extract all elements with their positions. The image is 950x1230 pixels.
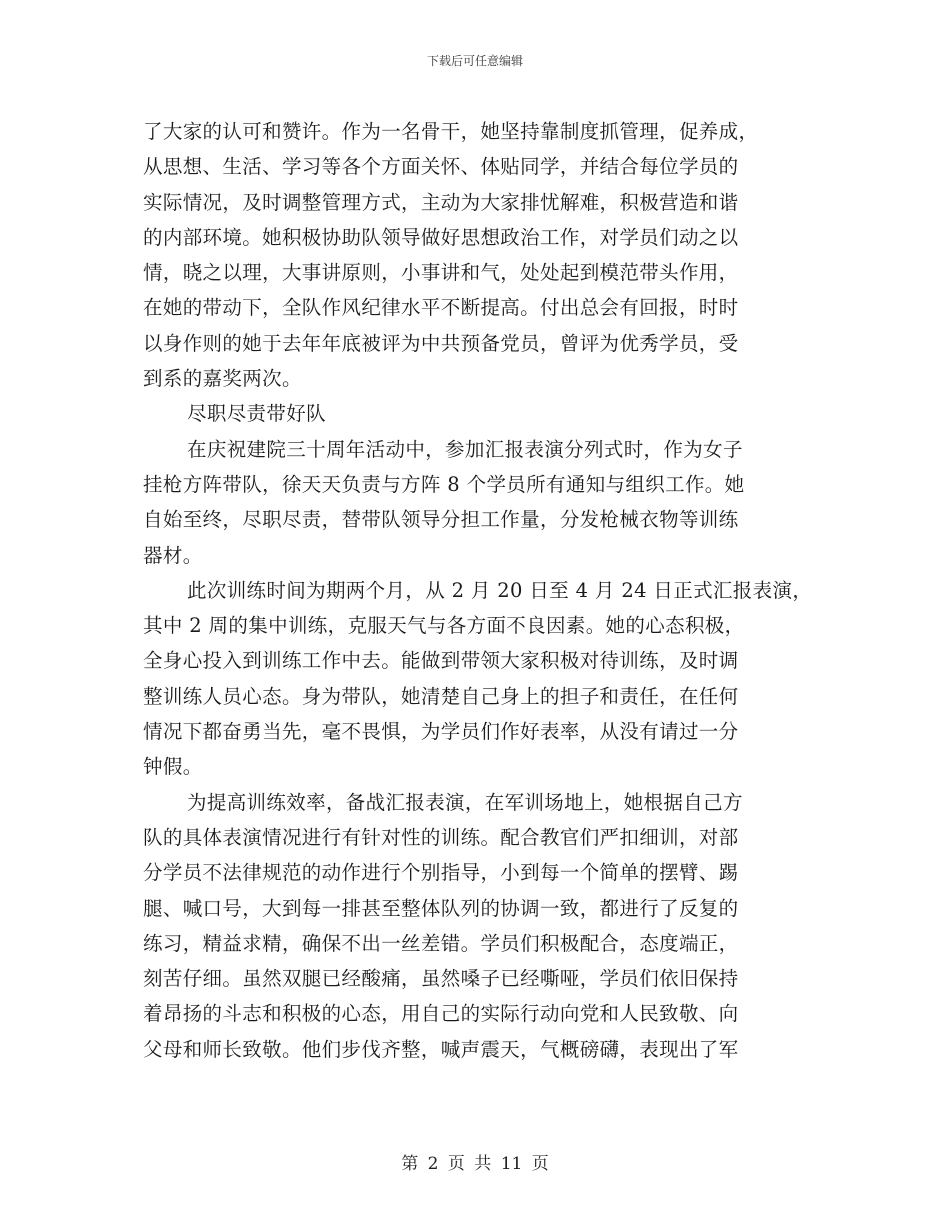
text-line: 挂枪方阵带队，徐天天负责与方阵 8 个学员所有通知与组织工作。她	[143, 472, 745, 496]
text-line: 分学员不法律规范的动作进行个别指导，小到每一个简单的摆臂、踢	[143, 861, 739, 885]
text-line: 以身作则的她于去年年底被评为中共预备党员，曾评为优秀学员，受	[143, 331, 739, 355]
text-line: 刻苦仔细。虽然双腿已经酸痛，虽然嗓子已经嘶哑，学员们依旧保持	[143, 967, 739, 991]
text-line: 情况下都奋勇当先，毫不畏惧，为学员们作好表率，从没有请过一分	[143, 720, 739, 744]
text-line: 此次训练时间为期两个月，从 2 月 20 日至 4 月 24 日正式汇报表演，	[187, 578, 813, 602]
text-line: 在庆祝建院三十周年活动中，参加汇报表演分列式时，作为女子	[187, 437, 743, 461]
text-line: 腿、喊口号，大到每一排甚至整体队列的协调一致，都进行了反复的	[143, 896, 739, 920]
text-line: 了大家的认可和赞许。作为一名骨干，她坚持靠制度抓管理，促养成，	[143, 120, 759, 143]
text-line: 着昂扬的斗志和积极的心态，用自己的实际行动向党和人民致敬、向	[143, 1002, 739, 1026]
text-line: 的内部环境。她积极协助队领导做好思想政治工作，对学员们动之以	[143, 225, 739, 249]
text-line: 队的具体表演情况进行有针对性的训练。配合教官们严扣细训，对部	[143, 825, 739, 849]
text-line: 全身心投入到训练工作中去。能做到带领大家积极对待训练，及时调	[143, 649, 739, 673]
text-line: 在她的带动下，全队作风纪律水平不断提高。付出总会有回报，时时	[143, 296, 739, 320]
text-line: 到系的嘉奖两次。	[143, 367, 302, 391]
text-line: 实际情况，及时调整管理方式，主动为大家排忧解难，积极营造和谐	[143, 190, 739, 214]
text-line: 其中 2 周的集中训练，克服天气与各方面不良因素。她的心态积极，	[143, 614, 745, 638]
text-line: 父母和师长致敬。他们步伐齐整，喊声震天，气概磅礴，表现出了军	[143, 1037, 739, 1061]
document-body	[143, 114, 823, 1067]
text-line: 钟假。	[143, 755, 203, 779]
text-line: 情，晓之以理，大事讲原则，小事讲和气，处处起到模范带头作用，	[143, 261, 739, 285]
text-line: 自始至终，尽职尽责，替带队领导分担工作量，分发枪械衣物等训练	[143, 508, 739, 532]
text-line: 从思想、生活、学习等各个方面关怀、体贴同学，并结合每位学员的	[143, 155, 739, 179]
text-line: 为提高训练效率，备战汇报表演，在军训场地上，她根据自己方	[187, 790, 743, 814]
page-header: 下载后可任意编辑	[426, 54, 523, 68]
text-line: 整训练人员心态。身为带队，她清楚自己身上的担子和责任，在任何	[143, 684, 739, 708]
text-line: 尽职尽责带好队	[187, 402, 326, 426]
text-line: 练习，精益求精，确保不出一丝差错。学员们积极配合，态度端正，	[143, 931, 739, 955]
page-footer: 第 2 页 共 11 页	[401, 1154, 549, 1174]
text-line: 器材。	[143, 543, 203, 567]
